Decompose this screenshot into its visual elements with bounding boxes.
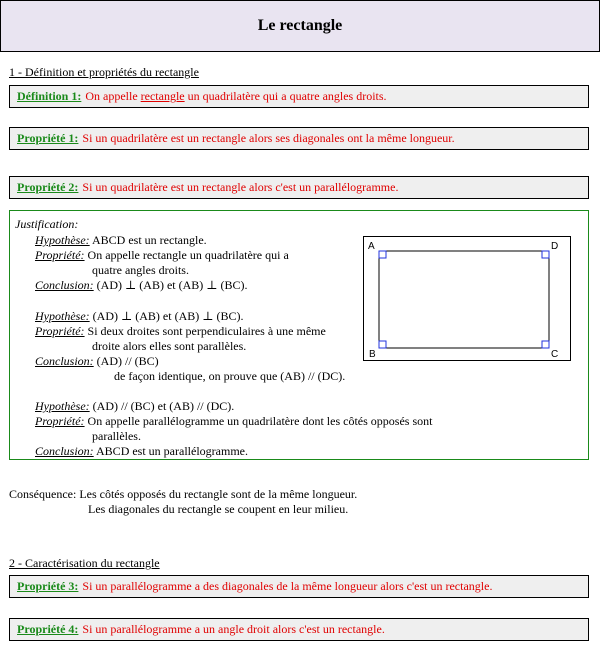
conclusion-2: Conclusion: (AD) // (BC) [35,354,159,368]
rectangle-abcd [379,251,549,348]
justification-heading: Justification: [15,217,79,231]
property-1-box [9,127,589,150]
vertex-d-label: D [551,241,559,252]
property-1-label: Propriété 1: [17,131,79,145]
consequence-label: Conséquence: [9,487,77,501]
hypothesis-1: Hypothèse: ABCD est un rectangle. [35,233,207,247]
definition-1-label: Définition 1: [17,89,82,103]
vertex-b-label: B [369,349,376,360]
page-title [0,0,600,52]
consequence-line-2: Les diagonales du rectangle se coupent en leur milieu. [88,502,349,516]
property-line-1: Propriété: On appelle rectangle un quadrilatère qui a [35,248,289,262]
property-line-2-cont: droite alors elles sont parallèles. [92,339,247,353]
hypothesis-3: Hypothèse: (AD) // (BC) et (AB) // (DC). [35,399,235,413]
property-2-label: Propriété 2: [17,180,79,194]
section-1-heading: 1 - Définition et propriétés du rectangle [9,65,199,79]
consequence-line-1: Conséquence: Les côtés opposés du rectangle sont de la même longueur. [9,487,358,501]
property-4-label: Propriété 4: [17,622,79,636]
definition-1-term: rectangle [140,89,185,103]
property-1-text: Si un quadrilatère est un rectangle alors ses diagonales ont la même longueur. [82,131,455,145]
right-angle-d [542,251,549,258]
right-angle-a [379,251,386,258]
definition-1-text: On appelle rectangle un quadrilatère qui a quatre angles droits. [85,89,387,103]
rectangle-diagram [364,237,570,360]
page-title-text: Le rectangle [257,17,343,34]
conclusion-3: Conclusion: ABCD est un parallélogramme. [35,444,248,458]
right-angle-b [379,341,386,348]
property-line-1-cont: quatre angles droits. [92,263,189,277]
hypothesis-2: Hypothèse: (AD) ⊥ (AB) et (AB) ⊥ (BC). [35,309,244,323]
section-2-heading: 2 - Caractérisation du rectangle [9,556,160,570]
property-3-label: Propriété 3: [17,579,79,593]
definition-1-box [9,85,589,108]
conclusion-2-cont: de façon identique, on prouve que (AB) // (DC). [114,369,346,383]
conclusion-1: Conclusion: (AD) ⊥ (AB) et (AB) ⊥ (BC). [35,278,248,292]
property-3-box [9,575,589,598]
property-2-text: Si un quadrilatère est un rectangle alors c'est un parallélogramme. [82,180,399,194]
rectangle-figure [363,236,571,361]
vertex-c-label: C [551,349,559,360]
property-4-box [9,618,589,641]
property-2-box [9,176,589,199]
property-4-text: Si un parallélogramme a un angle droit alors c'est un rectangle. [82,622,385,636]
property-line-3-cont: parallèles. [92,429,141,443]
property-3-text: Si un parallélogramme a des diagonales de la même longueur alors c'est un rectangle. [82,579,493,593]
justification-box [9,210,589,460]
property-line-3: Propriété: On appelle parallélogramme un quadrilatère dont les côtés opposés sont [35,414,433,428]
right-angle-c [542,341,549,348]
vertex-a-label: A [368,241,375,252]
property-line-2: Propriété: Si deux droites sont perpendiculaires à une même [35,324,326,338]
